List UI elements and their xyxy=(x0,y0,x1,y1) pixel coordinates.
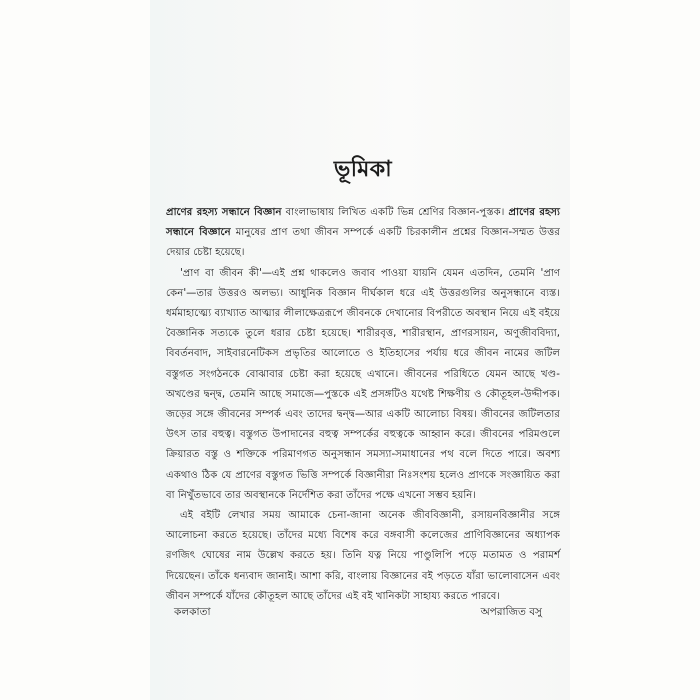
paragraph-main: 'প্রাণ বা জীবন কী'—এই প্রশ্ন থাকলেও জবাব পাওয়া যায়নি যেমন এতদিন, তেমনি 'প্রাণ কেন'—তার উত্তরও অলভ্য। আধুনিক বিজ্ঞান দীর্ঘকাল ধরে এই উত্তরগুলির অনুসন্ধানে ব্যস্ত। ধর্মমাহাত্ম্যে ব্যাখ্যাত আত্মার লীলাক্ষেত্ররূপে জীবনকে দেখানোর বিপরীতে অবস্থান নিয়ে এই বইয়ে বৈজ্ঞানিক সত্যকে তুলে ধরার চেষ্টা হয়েছে। শারীরবৃত্ত, শারীরস্থান, প্রাণরসায়ন, অণুজীববিদ্যা, বিবর্তনবাদ, সাইবারনেটিকস প্রভৃতির আলোতে ও ইতিহাসের পর্যায় ধরে জীবন নামের জটিল বস্তুগত সংগঠনকে বোঝাবার চেষ্টা করা হয়েছে এখানে। জীবনের পরিধিতে যেমন আছে খণ্ড-অখণ্ডের দ্বন্দ্ব, তেমনি আছে সমাজে—পুস্তকে এই প্রসঙ্গটিও যথেষ্ট শিক্ষণীয় ও কৌতূহল-উদ্দীপক। জড়ের সঙ্গে জীবনের সম্পর্ক এবং তাদের দ্বন্দ্ব—আর একটি আলোচ্য বিষয়। জীবনের জটিলতার উৎস তার বহুত্ব। বস্তুগত উপাদানের বহুত্ব সম্পর্কের বহুত্বকে আহ্বান করে। জীবনের পরিমণ্ডলে ক্রিয়ারত বস্তু ও শক্তিকে পরিমাণগত অনুসন্ধান সমস্যা-সমাধানের পথ বলে দিতে পারে। অবশ্য একথাও ঠিক যে প্রাণের বস্তুগত ভিত্তি সম্পর্কে বিজ্ঞানীরা নিঃসংশয় হলেও প্রাণকে সংজ্ঞায়িত করা বা নিখুঁতভাবে তার অবস্থানকে নির্দেশিত করা তাঁদের পক্ষে এখনো সম্ভব হয়নি। xyxy=(166,267,560,501)
page-title: ভূমিকা xyxy=(333,157,393,182)
document-body xyxy=(166,152,560,607)
paragraph-intro xyxy=(166,203,560,264)
paragraph-acknowledgement: এই বইটি লেখার সময় আমাকে চেনা-জানা অনেক জীববিজ্ঞানী, রসায়নবিজ্ঞানীর সঙ্গে আলোচনা করতে হয়েছে। তাঁদের মধ্যে বিশেষ করে বঙ্গবাসী কলেজের প্রাণিবিজ্ঞানের অধ্যাপক রণজিৎ ঘোষের নাম উল্লেখ করতে হয়। তিনি যত্ন নিয়ে পাণ্ডুলিপি পড়ে মতামত ও পরামর্শ দিয়েছেন। তাঁকে ধন্যবাদ জানাই। আশা করি, বাংলায় বিজ্ঞানের বই পড়তে যাঁরা ভালোবাসেন এবং জীবন সম্পর্কে যাঁদের কৌতূহল আছে তাঁদের এই বই খানিকটা সাহায্য করতে পারবে। xyxy=(166,510,560,602)
book-title-run-2: প্রাণের রহস্য সন্ধানে বিজ্ঞানে xyxy=(166,207,560,239)
author-name: অপরাজিত বসু xyxy=(480,606,542,618)
book-title-run: প্রাণের রহস্য সন্ধানে বিজ্ঞান xyxy=(166,207,282,218)
paragraph-intro-text-2: মানুষের প্রাণ তথা জীবন সম্পর্কে একটি চিরকালীন প্রশ্নের বিজ্ঞান-সম্মত উত্তর দেয়ার চেষ্টা হয়েছে। xyxy=(166,227,561,259)
place-label: কলকাতা xyxy=(174,606,211,618)
paragraph-intro-text-1: বাংলাভাষায় লিখিত একটি ভিন্ন শ্রেণির বিজ্ঞান-পুস্তক। xyxy=(281,207,509,218)
